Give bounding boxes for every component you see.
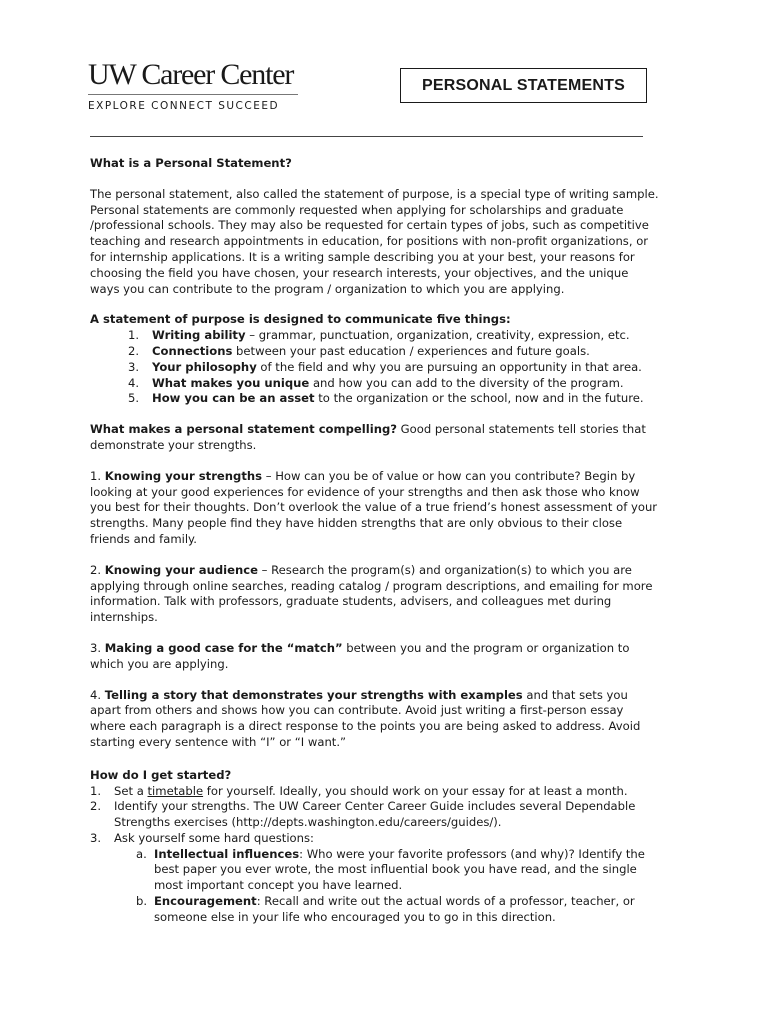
header-divider [90, 136, 643, 137]
compelling-point-4: 4. Telling a story that demonstrates your strengths with examples and that sets you apart from others and shows how you can contribute. Avoid just writing a first-person essay where each paragraph is a direct response to the points you are being asked to address. Avoid starting every sentence with “I” or “I want.” [90, 687, 641, 749]
five-things-list [90, 328, 660, 407]
section-heading-five-things: A statement of purpose is designed to communicate five things: [90, 312, 511, 327]
logo-title: UW Career Center [88, 58, 294, 91]
logo-divider [88, 94, 298, 95]
compelling-point-3: 3. Making a good case for the “match” between you and the program or organization to which you are applying. [90, 640, 630, 671]
list-item: 2. Identify your strengths. The UW Career Center Career Guide includes several Dependable Strengths exercises (http://depts.washington.edu/careers/guides/). [90, 799, 636, 830]
document-body [90, 156, 660, 926]
list-item: 4. What makes you unique and how you can add to the diversity of the program. [128, 375, 624, 390]
list-item: 5. How you can be an asset to the organization or the school, now and in the future. [128, 391, 644, 406]
hard-questions-list [90, 847, 660, 926]
section-heading-get-started: How do I get started? [90, 767, 232, 782]
section-heading-compelling: What makes a personal statement compelling? [90, 422, 397, 437]
list-item: b. Encouragement: Recall and write out the actual words of a professor, teacher, or someone else in your life who encouraged you to go in this direction. [136, 894, 635, 924]
list-item: 3. Ask yourself some hard questions: [90, 830, 314, 845]
compelling-point-1: 1. Knowing your strengths – How can you be of value or how can you contribute? Begin by looking at your good experiences for evidence of your strengths and then ask those who know you best for their thoughts. Don’t overlook the value of a true friend’s honest assessment of your strengths. Many people find they have hidden strengths that are only obvious to their close friends and family. [90, 468, 658, 546]
list-item: 2. Connections between your past education / experiences and future goals. [128, 343, 590, 358]
list-item: a. Intellectual influences: Who were your favorite professors (and why)? Identify the best paper you ever wrote, the most influential book you have read, and the single most important concept you have learned. [136, 846, 645, 893]
list-item: 3. Your philosophy of the field and why you are pursuing an opportunity in that area. [128, 359, 642, 374]
uw-career-center-logo [88, 58, 300, 115]
section-paragraph-compelling: What makes a personal statement compelling? Good personal statements tell stories that demonstrate your strengths. [90, 422, 646, 452]
compelling-point-2: 2. Knowing your audience – Research the program(s) and organization(s) to which you are applying through online searches, reading catalog / program descriptions, and emailing for more information. Talk with professors, graduate students, advisers, and colleagues met during internships. [90, 562, 653, 625]
get-started-list [90, 784, 660, 847]
list-item: 1. Writing ability – grammar, punctuation, organization, creativity, expression, etc. [128, 328, 630, 343]
list-item: 1. Set a timetable for yourself. Ideally, you should work on your essay for at least a month. [90, 783, 628, 798]
logo-tagline: EXPLORE CONNECT SUCCEED [88, 100, 280, 112]
section-paragraph-what-is: The personal statement, also called the statement of purpose, is a special type of writing sample. Personal statements are commonly requested when applying for scholarships and graduate /professional schools. They may also be requested for certain types of jobs, such as competitive teaching and research appointments in education, for positions with non-profit organizations, or for internship applications. It is a writing sample describing you at your best, your reasons for choosing the field you have chosen, your research interests, your objectives, and the unique ways you can contribute to the program / organization to which you are applying. [90, 186, 659, 296]
section-heading-what-is: What is a Personal Statement? [90, 156, 292, 170]
page-title: PERSONAL STATEMENTS [400, 68, 647, 103]
